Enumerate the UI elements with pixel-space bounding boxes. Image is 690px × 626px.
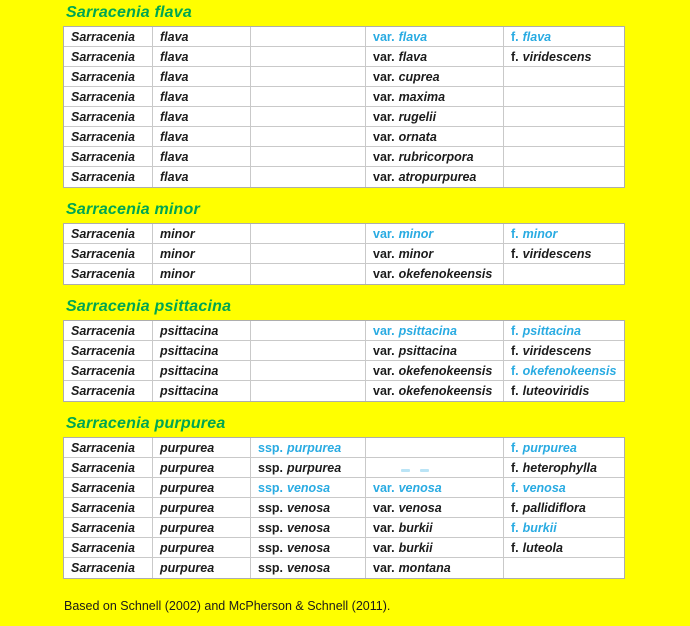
cell-species: purpurea <box>153 518 251 537</box>
cell-variety <box>366 458 504 477</box>
cell-form: f. okefenokeensis <box>511 363 617 378</box>
taxonomy-table-flava <box>63 26 625 188</box>
section-title-flava: Sarracenia flava <box>66 4 192 21</box>
table-row <box>64 27 624 47</box>
cell-species: flava <box>153 147 251 166</box>
cell-variety: var. okefenokeensis <box>366 264 504 284</box>
table-row <box>64 67 624 87</box>
cell-variety: var. rubricorpora <box>366 147 504 166</box>
table-row <box>64 264 624 284</box>
cell-subspecies <box>251 381 366 401</box>
cell-form: f. luteola <box>511 540 563 555</box>
table-row <box>64 381 624 401</box>
table-row <box>64 538 624 558</box>
table-row <box>64 558 624 578</box>
cell-subspecies <box>251 361 366 380</box>
cell-species: minor <box>153 244 251 263</box>
cell-genus: Sarracenia <box>64 147 153 166</box>
cell-variety: var. rugelii <box>366 107 504 126</box>
cell-variety: var. venosa <box>366 498 504 517</box>
cell-variety: var. psittacina <box>366 341 504 360</box>
cell-form: f. burkii <box>511 520 557 535</box>
cell-species: flava <box>153 47 251 66</box>
cell-variety: var. montana <box>366 558 504 578</box>
cell-variety: var. ornata <box>366 127 504 146</box>
cell-genus: Sarracenia <box>64 498 153 517</box>
table-row <box>64 438 624 458</box>
cell-genus: Sarracenia <box>64 321 153 340</box>
cell-genus: Sarracenia <box>64 458 153 477</box>
cell-form: f. viridescens <box>511 246 592 261</box>
cell-form <box>504 107 624 126</box>
cell-genus: Sarracenia <box>64 224 153 243</box>
cell-species: purpurea <box>153 498 251 517</box>
table-row <box>64 321 624 341</box>
cell-subspecies <box>251 127 366 146</box>
cell-subspecies: ssp. purpurea <box>251 438 366 457</box>
cell-genus: Sarracenia <box>64 244 153 263</box>
cell-subspecies <box>251 27 366 46</box>
cell-form <box>504 558 624 578</box>
taxonomy-page-content <box>63 0 625 613</box>
cell-variety: var. okefenokeensis <box>366 381 504 401</box>
cell-form: f. heterophylla <box>511 460 597 475</box>
cell-species: psittacina <box>153 381 251 401</box>
table-row <box>64 167 624 187</box>
cell-variety: var. flava <box>366 47 504 66</box>
cell-subspecies <box>251 264 366 284</box>
cell-species: purpurea <box>153 438 251 457</box>
cell-genus: Sarracenia <box>64 478 153 497</box>
source-citation: Based on Schnell (2002) and McPherson & Schnell (2011). <box>64 599 391 613</box>
cell-genus: Sarracenia <box>64 518 153 537</box>
cell-subspecies <box>251 321 366 340</box>
cell-species: flava <box>153 127 251 146</box>
table-row <box>64 147 624 167</box>
cell-form <box>504 167 624 187</box>
cell-variety: var. burkii <box>366 538 504 557</box>
table-row <box>64 107 624 127</box>
cell-subspecies: ssp. venosa <box>251 518 366 537</box>
table-row <box>64 244 624 264</box>
section-title-psittacina: Sarracenia psittacina <box>66 298 232 315</box>
taxonomy-table-psittacina <box>63 320 625 402</box>
cell-form: f. flava <box>511 29 552 44</box>
taxonomy-table-minor <box>63 223 625 285</box>
section-title-minor: Sarracenia minor <box>66 201 200 218</box>
faint-cyan-artifact <box>401 469 439 472</box>
cell-subspecies <box>251 67 366 86</box>
cell-variety <box>366 438 504 457</box>
cell-species: flava <box>153 167 251 187</box>
cell-subspecies <box>251 47 366 66</box>
cell-variety: var. cuprea <box>366 67 504 86</box>
cell-species: minor <box>153 264 251 284</box>
cell-subspecies <box>251 87 366 106</box>
cell-genus: Sarracenia <box>64 538 153 557</box>
cell-form: f. psittacina <box>511 323 581 338</box>
table-row <box>64 341 624 361</box>
cell-species: psittacina <box>153 321 251 340</box>
cell-form <box>504 67 624 86</box>
cell-variety: var. minor <box>366 244 504 263</box>
cell-species: minor <box>153 224 251 243</box>
table-row <box>64 498 624 518</box>
cell-genus: Sarracenia <box>64 127 153 146</box>
cell-form: f. luteoviridis <box>511 384 590 398</box>
cell-genus: Sarracenia <box>64 341 153 360</box>
cell-form: f. viridescens <box>511 343 592 358</box>
cell-subspecies: ssp. venosa <box>251 478 366 497</box>
cell-genus: Sarracenia <box>64 438 153 457</box>
cell-subspecies: ssp. venosa <box>251 558 366 578</box>
cell-genus: Sarracenia <box>64 381 153 401</box>
cell-species: purpurea <box>153 458 251 477</box>
cell-form: f. minor <box>511 226 558 241</box>
cell-form <box>504 87 624 106</box>
cell-genus: Sarracenia <box>64 47 153 66</box>
cell-form <box>504 147 624 166</box>
cell-species: purpurea <box>153 538 251 557</box>
cell-variety: var. minor <box>366 224 504 243</box>
table-row <box>64 224 624 244</box>
table-row <box>64 478 624 498</box>
cell-species: purpurea <box>153 558 251 578</box>
cell-variety: var. flava <box>366 27 504 46</box>
cell-form: f. pallidiflora <box>511 500 586 515</box>
cell-form: f. venosa <box>511 480 566 495</box>
cell-genus: Sarracenia <box>64 361 153 380</box>
cell-subspecies: ssp. venosa <box>251 498 366 517</box>
cell-subspecies <box>251 244 366 263</box>
cell-genus: Sarracenia <box>64 558 153 578</box>
cell-subspecies <box>251 167 366 187</box>
cell-species: flava <box>153 107 251 126</box>
cell-subspecies: ssp. venosa <box>251 538 366 557</box>
section-minor <box>63 200 625 285</box>
table-row <box>64 127 624 147</box>
section-purpurea <box>63 414 625 579</box>
cell-variety: var. atropurpurea <box>366 167 504 187</box>
cell-variety: var. psittacina <box>366 321 504 340</box>
cell-species: flava <box>153 27 251 46</box>
cell-genus: Sarracenia <box>64 107 153 126</box>
cell-species: flava <box>153 87 251 106</box>
cell-genus: Sarracenia <box>64 264 153 284</box>
taxonomy-table-purpurea <box>63 437 625 579</box>
table-row <box>64 47 624 67</box>
cell-form <box>504 264 624 284</box>
cell-genus: Sarracenia <box>64 167 153 187</box>
cell-variety: var. burkii <box>366 518 504 537</box>
cell-subspecies <box>251 107 366 126</box>
cell-species: purpurea <box>153 478 251 497</box>
section-title-purpurea: Sarracenia purpurea <box>66 415 226 432</box>
cell-species: flava <box>153 67 251 86</box>
table-row <box>64 518 624 538</box>
cell-variety: var. venosa <box>366 478 504 497</box>
cell-subspecies: ssp. purpurea <box>251 458 366 477</box>
cell-form: f. viridescens <box>511 49 592 64</box>
table-row <box>64 361 624 381</box>
cell-variety: var. okefenokeensis <box>366 361 504 380</box>
cell-genus: Sarracenia <box>64 87 153 106</box>
cell-genus: Sarracenia <box>64 27 153 46</box>
table-row <box>64 458 624 478</box>
table-row <box>64 87 624 107</box>
cell-subspecies <box>251 147 366 166</box>
cell-genus: Sarracenia <box>64 67 153 86</box>
cell-variety: var. maxima <box>366 87 504 106</box>
section-flava <box>63 3 625 188</box>
section-psittacina <box>63 297 625 402</box>
cell-species: psittacina <box>153 361 251 380</box>
cell-subspecies <box>251 224 366 243</box>
cell-subspecies <box>251 341 366 360</box>
cell-species: psittacina <box>153 341 251 360</box>
cell-form: f. purpurea <box>511 440 577 455</box>
cell-form <box>504 127 624 146</box>
